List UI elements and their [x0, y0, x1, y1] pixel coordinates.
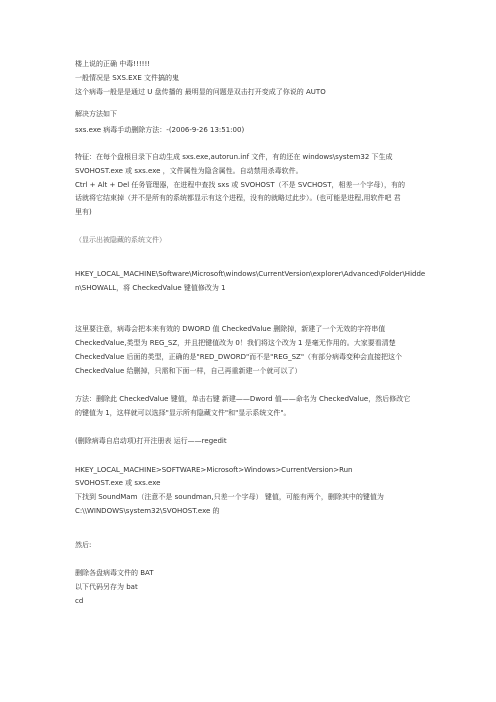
- text-line: 里有): [75, 208, 92, 216]
- text-line: 特征：在每个盘根目录下自动生成 sxs.exe,autorun.inf 文件，有的还在 windows\system32 下生成: [75, 153, 393, 161]
- text-line: Ctrl + Alt + Del 任务管理器，在进程中查找 sxs 或 SVOHOST（不是 SVCHOST，相差一个字母），有的: [75, 181, 405, 189]
- text-line: CheckedValue 后面的类型，正确的是"RED_DWORD"而不是"REG_SZ"（有部分病毒变种会直接把这个: [75, 353, 403, 361]
- text-line: 解决方法如下: [75, 110, 117, 118]
- text-line: HKEY_LOCAL_MACHINE>SOFTWARE>Microsoft>Windows>CurrentVersion>Run: [75, 466, 353, 474]
- text-line: 话就将它结束掉（并不是所有的系统都显示有这个进程，没有的就略过此步）。(也可能是进程,用软件吧 君: [75, 194, 401, 202]
- text-line: （显示出被隐藏的系统文件）: [75, 236, 166, 244]
- text-line: C:\\WINDOWS\system32\SVOHOST.exe 的: [75, 507, 220, 515]
- text-line: 以下代码另存为 bat: [75, 583, 138, 591]
- text-line: 方法：删除此 CheckedValue 键值，单击右键 新建——Dword 值——命名为 CheckedValue，然后修改它: [75, 395, 411, 403]
- text-line: 这里要注意，病毒会把本来有效的 DWORD 值 CheckedValue 删除掉，新建了一个无效的字符串值: [75, 325, 386, 333]
- text-line: (删除病毒自启动项)打开注册表 运行——regedit: [75, 437, 227, 445]
- text-line: 一般情况是 SXS.EXE 文件搞的鬼: [75, 74, 179, 82]
- text-line: 楼上说的正确 中毒!!!!!!: [75, 60, 151, 68]
- text-line: 然后:: [75, 541, 92, 549]
- text-line: CheckedValue 给删掉，只需和下面一样，自己再重新建一个就可以了）: [75, 367, 302, 375]
- text-line: 这个病毒一般是是通过 U 盘传播的 最明显的问题是双击打开变成了你说的 AUTO: [75, 88, 326, 96]
- text-line: 删除各盘病毒文件的 BAT: [75, 569, 154, 577]
- text-line: SVOHOST.exe 或 sxs.exe: [75, 479, 161, 487]
- text-line: CheckedValue,类型为 REG_SZ，并且把键值改为 0！我们将这个改为 1 是毫无作用的。大家要看清楚: [75, 339, 396, 347]
- text-line: n\SHOWALL，将 CheckedValue 键值修改为 1: [75, 284, 226, 292]
- text-line: sxs.exe 病毒手动删除方法：-(2006-9-26 13:51:00): [75, 126, 245, 134]
- text-line: 下找到 SoundMam（注意不是 soundman,只差一个字母） 键值，可能有两个，删除其中的键值为: [75, 493, 384, 501]
- text-line: 的键值为 1，这样就可以选择"显示所有隐藏文件"和"显示系统文件"。: [75, 409, 291, 417]
- text-line: HKEY_LOCAL_MACHINE\Software\Microsoft\windows\CurrentVersion\explorer\Advanced\Folder\Hidde: [75, 270, 426, 278]
- text-line: SVOHOST.exe 或 sxs.exe ，文件属性为隐含属性。自动禁用杀毒软件。: [75, 167, 303, 175]
- text-line: cd: [75, 597, 84, 605]
